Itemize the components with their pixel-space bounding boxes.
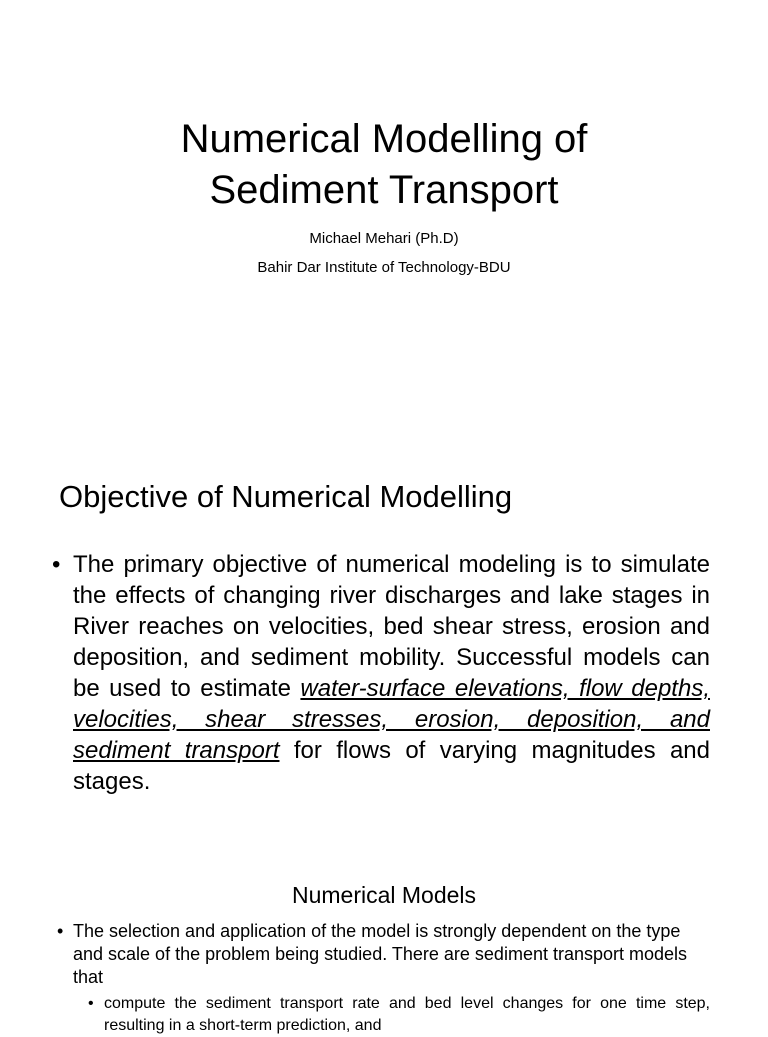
objective-paragraph	[73, 549, 710, 797]
objective-heading: Objective of Numerical Modelling	[59, 479, 513, 514]
numerical-models-paragraph: The selection and application of the model is strongly dependent on the type and scale of the problem being studied. There are sediment transport models that	[73, 921, 688, 987]
sub-bullet-icon: •	[88, 995, 94, 1012]
bullet-icon: •	[57, 921, 64, 941]
title-slide	[0, 0, 768, 420]
author-name: Michael Mehari (Ph.D)	[309, 230, 459, 247]
objective-text-end: for flows of varying magnitudes and stages.	[73, 737, 710, 795]
objective-text-start: The primary objective of numerical modeling is to simulate the effects of changing river discharges and lake stages in River reaches on velocities, bed shear stress, erosion and deposition, and sediment mobility. Successful models can be used to estimate	[73, 551, 710, 702]
numerical-models-heading: Numerical Models	[291, 882, 477, 908]
author-institute: Bahir Dar Institute of Technology-BDU	[257, 259, 511, 276]
main-title	[0, 114, 768, 216]
main-title-line-2: Sediment Transport	[209, 168, 559, 212]
sub-bullet-item: compute the sediment transport rate and bed level changes for one time step, resulting in a short-term prediction, and	[104, 995, 710, 1034]
main-title-line-1: Numerical Modelling of	[180, 117, 588, 161]
bullet-icon: •	[52, 551, 61, 578]
objective-text-emphasis: water-surface elevations, flow depths, velocities, shear stresses, erosion, deposition, and sediment transport	[73, 675, 710, 764]
